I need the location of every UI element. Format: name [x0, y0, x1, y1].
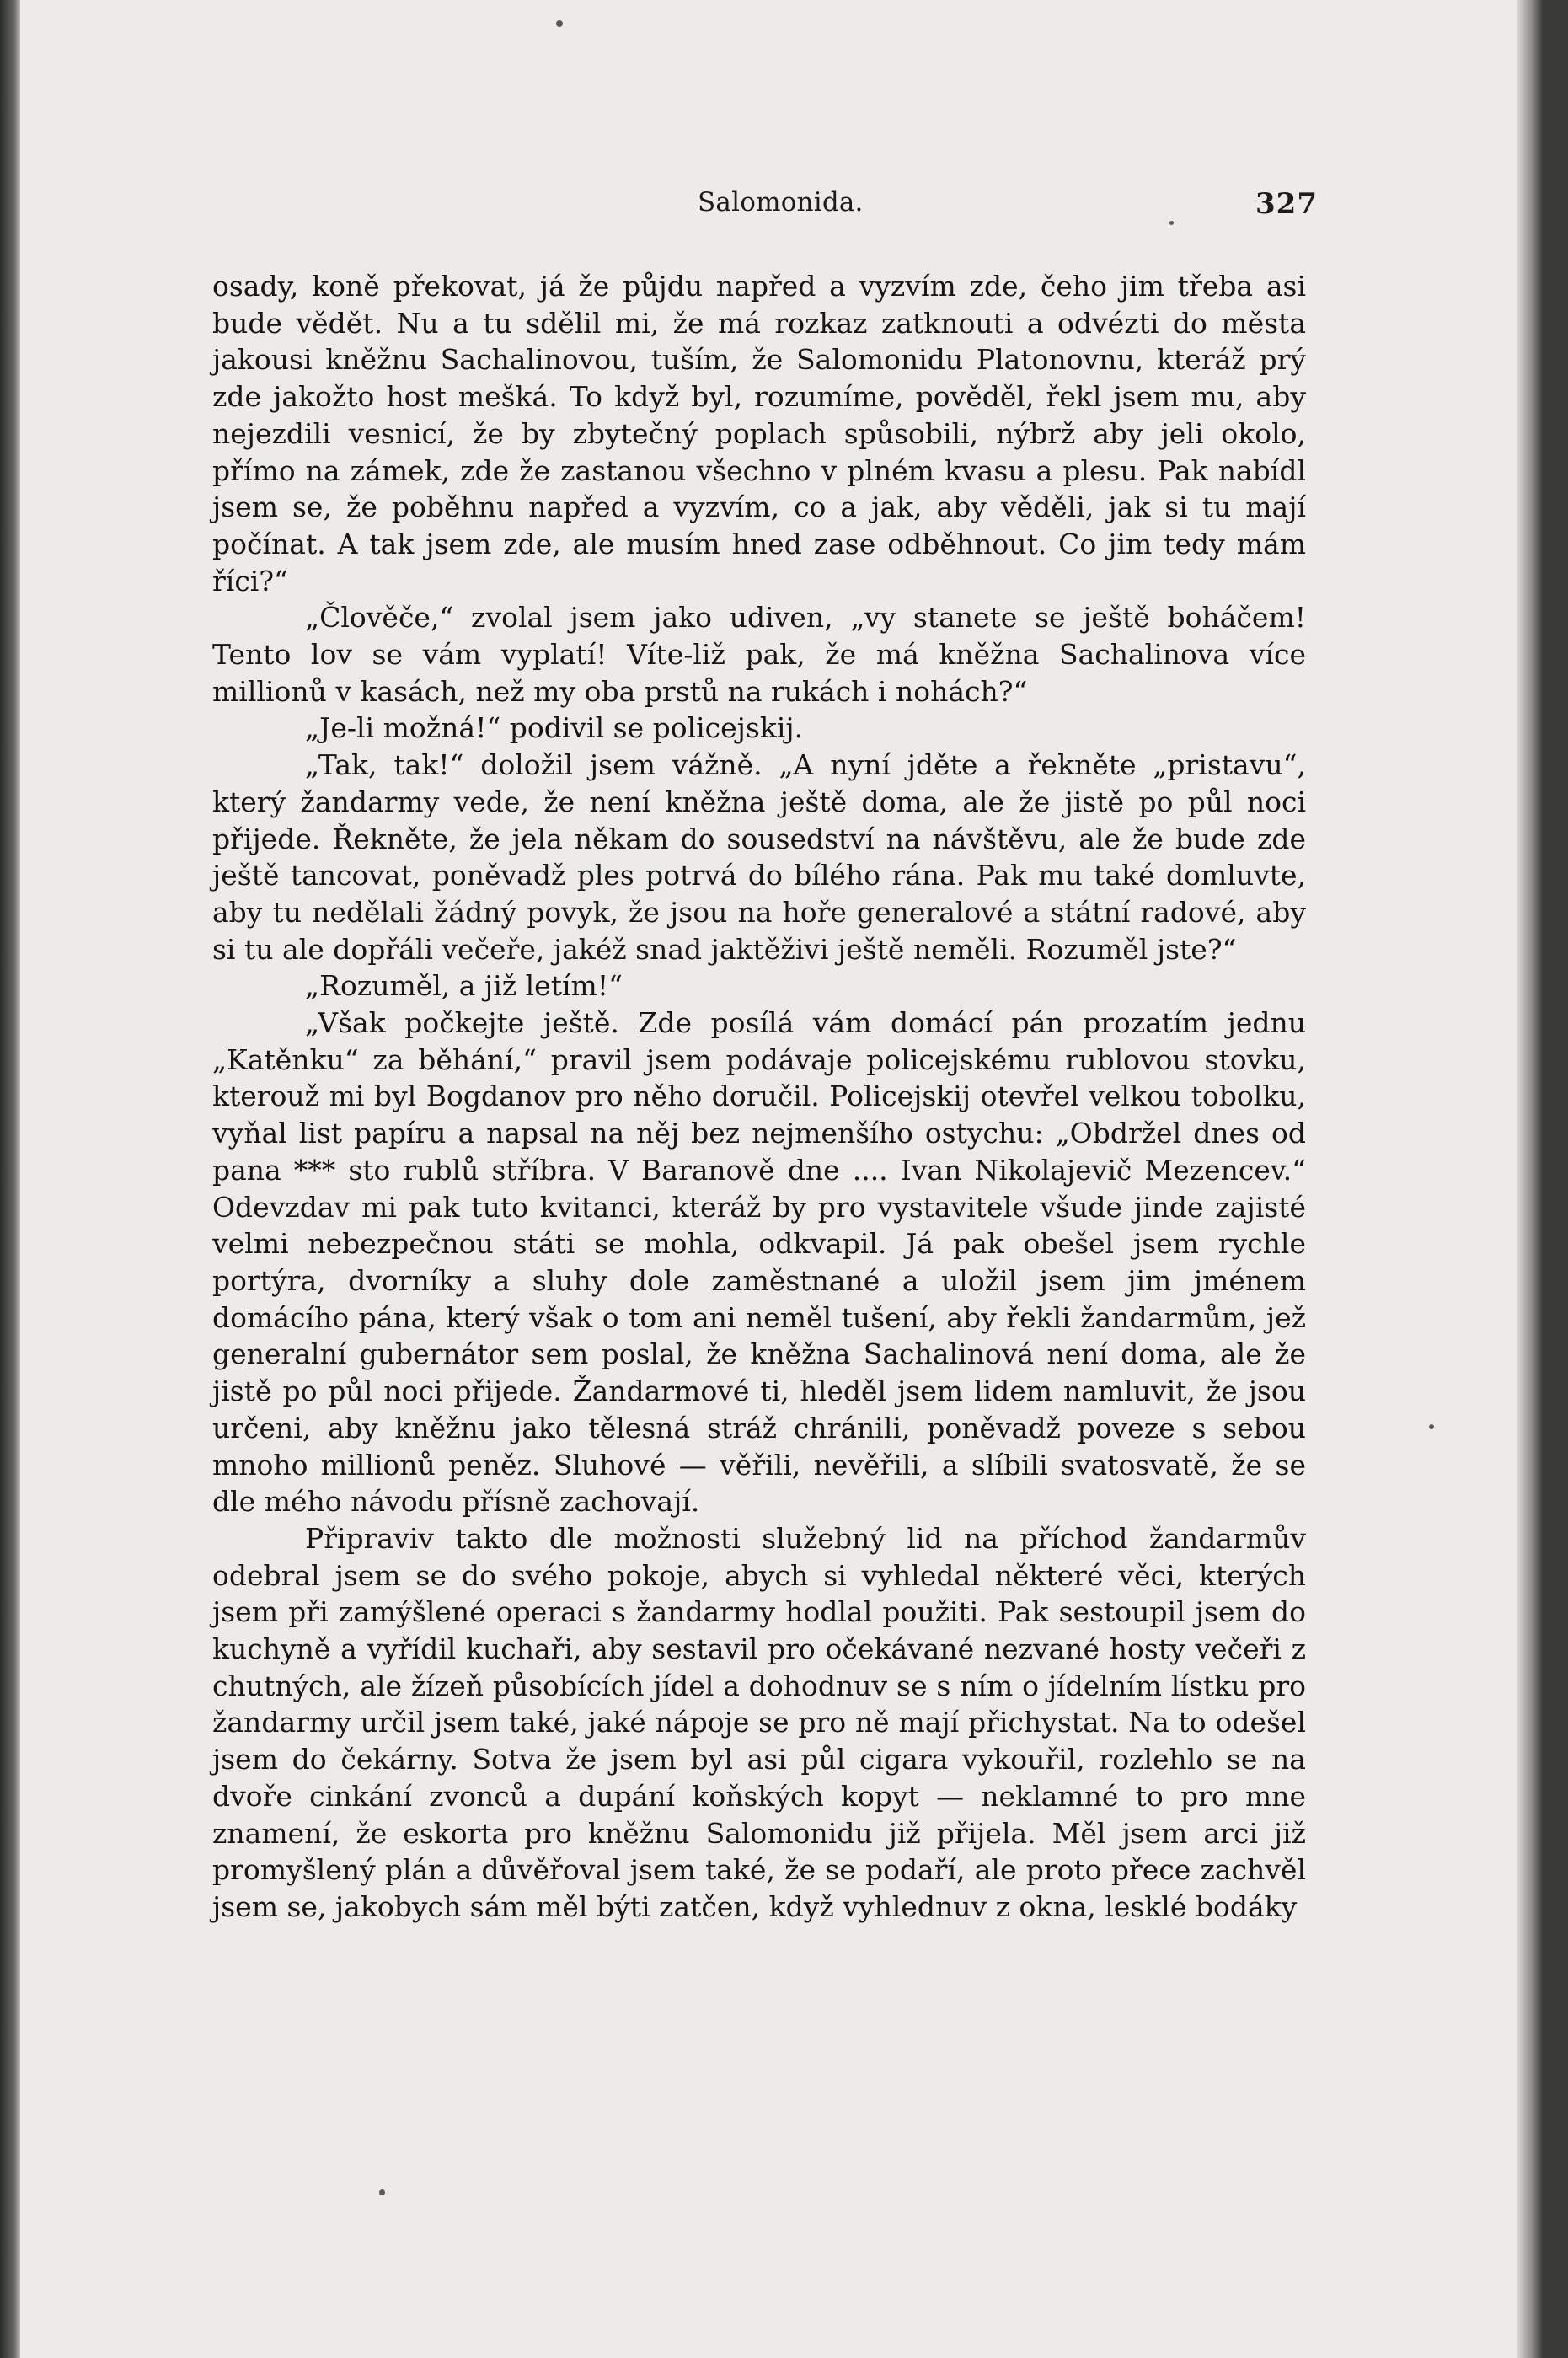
book-page	[20, 0, 1543, 2358]
page-right-edge	[1517, 0, 1543, 2358]
paragraph: osady, koně překovat, já že půjdu napřed a vyzvím zde, čeho jim třeba asi bude vědět. Nu a tu sdělil mi, že má rozkaz zatknouti a odvézti do města jakousi kněžnu Sachalinovou, tuším, že Salomonidu Platonovnu, kteráž prý zde jakožto host mešká. To když byl, rozumíme, pověděl, řekl jsem mu, aby nejezdili vesnicí, že by zbytečný poplach spůsobili, nýbrž aby jeli okolo, přímo na zámek, zde že zastanou všechno v plném kvasu a plesu. Pak nabídl jsem se, že poběhnu napřed a vyzvím, co a jak, aby věděli, jak si tu mají počínat. A tak jsem zde, ale musím hned zase odběhnout. Co jim tedy mám říci?“	[212, 270, 1306, 598]
paragraph: „Je-li možná!“ podivil se policejskij.	[305, 711, 804, 745]
page-left-shadow	[0, 0, 20, 2358]
running-title: Salomonida.	[698, 187, 864, 217]
paragraph: „Tak, tak!“ doložil jsem vážně. „A nyní jděte a řekněte „pristavu“, který žandarmy vede, že není kněžna ještě doma, ale že jistě po půl noci přijede. Řekněte, že jela někam do sousedství na návštěvu, ale že bude zde ještě tancovat, poněvadž ples potrvá do bílého rána. Pak mu také domluvte, aby tu nedělali žádný povyk, že jsou na hoře generalové a státní radové, aby si tu ale dopřáli večeře, jakéž snad jaktěživi ještě neměli. Rozuměl jste?“	[212, 748, 1306, 966]
paragraph: „Však počkejte ještě. Zde posílá vám domácí pán prozatím jednu „Katěnku“ za běhání,“ pravil jsem podávaje policejskému rublovou stovku, kterouž mi byl Bogdanov pro něho doručil. Policejskij otevřel velkou tobolku, vyňal list papíru a napsal na něj bez nejmenšího ostychu: „Obdržel dnes od pana *** sto rublů stříbra. V Baranově dne .... Ivan Nikolajevič Mezencev.“ Odevzdav mi pak tuto kvitanci, kteráž by pro vystavitele všude jinde zajisté velmi nebezpečnou státi se mohla, odkvapil. Já pak obešel jsem rychle portýra, dvorníky a sluhy dole zaměstnané a uložil jsem jim jménem domácího pána, který však o tom ani neměl tušení, aby řekli žandarmům, jež generalní gubernátor sem poslal, že kněžna Sachalinová není doma, ale že jistě po půl noci přijede. Žandarmové ti, hleděl jsem lidem namluvit, že jsou určeni, aby kněžnu jako tělesná stráž chránili, poněvadž poveze s sebou mnoho millionů peněz. Sluhové — věřili, nevěřili, a slíbili svatosvatě, že se dle mého návodu přísně zachovají.	[212, 1006, 1306, 1519]
dust-speck	[1169, 221, 1174, 225]
paragraph: „Rozuměl, a již letím!“	[305, 969, 623, 1003]
dust-speck	[1429, 1424, 1434, 1429]
dust-speck	[556, 20, 563, 27]
dust-speck	[379, 2189, 385, 2195]
page-header	[677, 187, 1318, 238]
paragraph: „Člověče,“ zvolal jsem jako udiven, „vy stanete se ještě boháčem! Tento lov se vám vyplatí! Víte-liž pak, že má kněžna Sachalinova více millionů v kasách, než my oba prstů na rukách i nohách?“	[212, 601, 1306, 708]
body-text	[212, 268, 1306, 1926]
page-number: 327	[1255, 187, 1318, 221]
paragraph: Připraviv takto dle možnosti služebný lid na příchod žandarmův odebral jsem se do svého pokoje, abych si vyhledal některé věci, kterých jsem při zamýšlené operaci s žandarmy hodlal použiti. Pak sestoupil jsem do kuchyně a vyřídil kuchaři, aby sestavil pro očekávané nezvané hosty večeři z chutných, ale žízeň působících jídel a dohodnuv se s ním o jídelním lístku pro žandarmy určil jsem také, jaké nápoje se pro ně mají přichystat. Na to odešel jsem do čekárny. Sotva že jsem byl asi půl cigara vykouřil, rozlehlo se na dvoře cinkání zvonců a dupání koňských kopyt — neklamné to pro mne znamení, že eskorta pro kněžnu Salomonidu již přijela. Měl jsem arci již promyšlený plán a důvěřoval jsem také, že se podaří, ale proto přece zachvěl jsem se, jakobych sám měl býti zatčen, když vyhlednuv z okna, lesklé bodáky	[212, 1521, 1306, 1923]
